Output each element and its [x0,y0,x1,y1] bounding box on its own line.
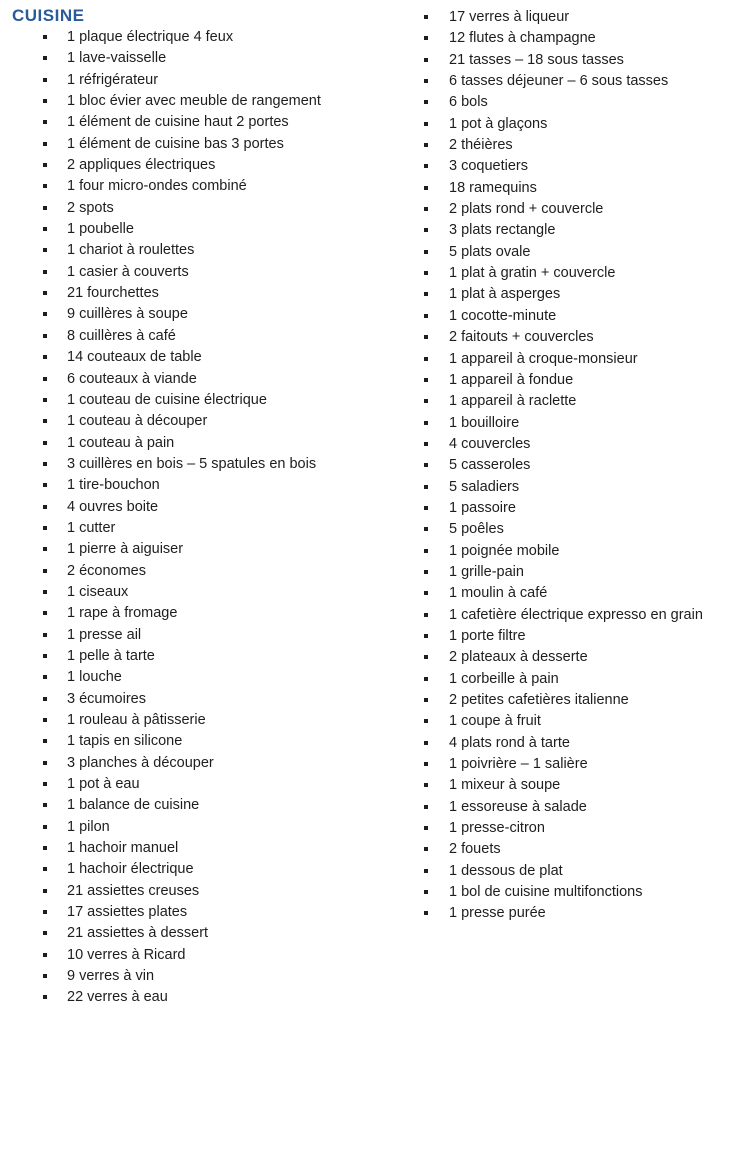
item-text: 1 pierre à aiguiser [67,541,184,558]
item-text: 2 fouets [449,841,501,858]
item-text: 5 saladiers [449,478,520,495]
square-bullet-icon [43,633,47,637]
item-text: 4 couvercles [449,435,531,452]
list-item [0,283,371,304]
item-text: 1 plaque électrique 4 feux [67,29,234,45]
square-bullet-icon [43,931,47,935]
list-item [371,477,742,498]
list-item [371,711,742,732]
item-text: 22 verres à eau [67,989,168,1006]
item-text: 1 chariot à roulettes [67,242,195,259]
list-item [0,881,371,902]
item-text: 9 verres à vin [67,968,155,985]
list-item [371,882,742,903]
square-bullet-icon [424,164,428,168]
item-text: 1 casier à couverts [67,263,189,280]
item-text: 2 plats rond + couvercle [449,201,604,218]
square-bullet-icon [43,291,47,295]
square-bullet-icon [424,357,428,361]
square-bullet-icon [43,462,47,466]
square-bullet-icon [43,569,47,573]
square-bullet-icon [43,505,47,509]
item-text: 1 bouilloire [449,414,520,431]
square-bullet-icon [424,335,428,339]
list-item [0,838,371,859]
list-item [371,754,742,775]
list-item [371,50,742,71]
square-bullet-icon [424,378,428,382]
square-bullet-icon [424,207,428,211]
item-text: 1 dessous de plat [449,862,563,879]
list-item [371,413,742,434]
list-item [0,987,371,1008]
square-bullet-icon [43,78,47,82]
item-text: 1 bloc évier avec meuble de rangement [67,93,321,110]
item-text: 1 coupe à fruit [449,713,541,730]
list-item [0,582,371,603]
item-text: 1 tire-bouchon [67,477,160,494]
list-item [0,497,371,518]
square-bullet-icon [43,611,47,615]
list-item [371,605,742,626]
list-item [0,795,371,816]
square-bullet-icon [424,292,428,296]
square-bullet-icon [424,591,428,595]
square-bullet-icon [424,826,428,830]
item-text: 1 corbeille à pain [449,670,559,687]
item-text: 4 ouvres boite [67,498,159,515]
item-text: 1 presse ail [67,626,142,643]
square-bullet-icon [424,228,428,232]
list-item [371,306,742,327]
item-text: 1 hachoir électrique [67,861,194,878]
square-bullet-icon [43,483,47,487]
list-item [0,774,371,795]
square-bullet-icon [43,419,47,423]
square-bullet-icon [43,974,47,978]
item-text: 1 réfrigérateur [67,71,159,88]
square-bullet-icon [424,250,428,254]
square-bullet-icon [43,248,47,252]
list-item [371,263,742,284]
square-bullet-icon [43,761,47,765]
item-text: 3 coquetiers [449,158,528,175]
list-item [0,859,371,880]
square-bullet-icon [43,184,47,188]
list-item [371,797,742,818]
square-bullet-icon [424,677,428,681]
list-item [0,70,371,91]
list-item [371,178,742,199]
list-item [0,475,371,496]
square-bullet-icon [424,15,428,19]
square-bullet-icon [43,803,47,807]
square-bullet-icon [43,718,47,722]
item-text: 2 économes [67,562,146,579]
item-text: 2 spots [67,199,114,216]
list-item [0,689,371,710]
list-item [0,731,371,752]
list-item [371,135,742,156]
square-bullet-icon [424,805,428,809]
square-bullet-icon [43,270,47,274]
square-bullet-icon [43,56,47,60]
square-bullet-icon [43,675,47,679]
item-text: 1 cutter [67,519,116,536]
list-item [371,349,742,370]
item-text: 2 plateaux à desserte [449,649,588,666]
square-bullet-icon [43,526,47,530]
item-text: 1 four micro-ondes combiné [67,178,247,195]
list-item [0,710,371,731]
square-bullet-icon [43,206,47,210]
item-text: 1 appareil à fondue [449,371,574,388]
square-bullet-icon [424,570,428,574]
list-item [371,327,742,348]
item-text: 1 poignée mobile [449,542,560,559]
item-text: 1 plat à gratin + couvercle [449,265,616,282]
list-item [0,91,371,112]
list-item [0,966,371,987]
item-text: 1 poubelle [67,221,134,238]
list-item [371,114,742,135]
square-bullet-icon [424,79,428,83]
item-text: 4 plats rond à tarte [449,734,570,751]
item-text: 6 tasses déjeuner – 6 sous tasses [449,73,669,90]
item-text: 3 planches à découper [67,754,214,771]
item-text: 3 plats rectangle [449,222,556,239]
item-text: 2 faitouts + couvercles [449,329,594,346]
list-item [0,304,371,325]
item-text: 1 poivrière – 1 salière [449,756,588,773]
item-text: 17 verres à liqueur [449,9,570,25]
page-title: CUISINE [12,6,85,25]
square-bullet-icon [424,100,428,104]
list-item [371,370,742,391]
item-text: 1 ciseaux [67,583,129,600]
list-item [371,498,742,519]
item-text: 21 assiettes creuses [67,882,200,899]
square-bullet-icon [424,911,428,915]
list-item [0,48,371,69]
item-text: 21 tasses – 18 sous tasses [449,51,624,68]
square-bullet-icon [424,613,428,617]
item-text: 1 hachoir manuel [67,840,179,857]
item-text: 6 couteaux à viande [67,370,197,387]
item-text: 1 louche [67,669,122,686]
square-bullet-icon [424,271,428,275]
list-item [0,240,371,261]
inventory-list-left [0,27,371,1009]
item-text: 1 rape à fromage [67,605,178,622]
item-text: 1 cafetière électrique expresso en grain [449,606,703,623]
item-text: 1 pot à eau [67,776,140,793]
item-text: 1 mixeur à soupe [449,777,561,794]
list-item [0,390,371,411]
list-item [371,647,742,668]
list-item [371,455,742,476]
square-bullet-icon [43,547,47,551]
square-bullet-icon [43,590,47,594]
item-text: 5 plats ovale [449,243,531,260]
item-text: 17 assiettes plates [67,904,188,921]
square-bullet-icon [424,762,428,766]
item-text: 1 couteau à pain [67,434,175,451]
inventory-list-right [371,0,742,925]
item-text: 3 cuillères en bois – 5 spatules en bois [67,455,317,472]
list-item [0,667,371,688]
item-text: 1 balance de cuisine [67,797,200,814]
list-item [0,945,371,966]
list-item [0,561,371,582]
item-text: 1 presse-citron [449,820,545,837]
item-text: 1 élément de cuisine bas 3 portes [67,135,284,152]
item-text: 1 grille-pain [449,563,524,580]
item-text: 1 appareil à croque-monsieur [449,350,638,367]
square-bullet-icon [43,953,47,957]
square-bullet-icon [43,654,47,658]
item-text: 1 tapis en silicone [67,733,183,750]
square-bullet-icon [424,869,428,873]
list-item [0,134,371,155]
list-item [0,262,371,283]
square-bullet-icon [43,120,47,124]
list-item [371,818,742,839]
square-bullet-icon [424,890,428,894]
list-item [0,326,371,347]
square-bullet-icon [424,36,428,40]
square-bullet-icon [43,142,47,146]
square-bullet-icon [43,846,47,850]
item-text: 2 petites cafetières italienne [449,692,629,708]
list-item [0,753,371,774]
item-text: 1 porte filtre [449,627,526,644]
item-text: 1 pelle à tarte [67,647,155,664]
square-bullet-icon [424,122,428,126]
item-text: 1 lave-vaisselle [67,50,167,67]
list-item [371,220,742,241]
square-bullet-icon [424,399,428,403]
list-item [0,539,371,560]
list-item [0,411,371,432]
list-item [0,646,371,667]
right-column [371,0,742,1152]
item-text: 18 ramequins [449,179,537,196]
item-text: 8 cuillères à café [67,327,176,344]
square-bullet-icon [43,441,47,445]
list-item [0,817,371,838]
item-text: 1 plat à asperges [449,286,561,303]
square-bullet-icon [43,377,47,381]
item-text: 1 bol de cuisine multifonctions [449,884,643,901]
square-bullet-icon [424,634,428,638]
list-item [371,562,742,583]
item-text: 12 flutes à champagne [449,30,596,47]
item-text: 2 appliques électriques [67,157,216,174]
list-item [0,112,371,133]
item-text: 1 couteau à découper [67,413,208,430]
square-bullet-icon [424,549,428,553]
square-bullet-icon [43,99,47,103]
list-item [371,284,742,305]
item-text: 1 pot à glaçons [449,115,548,132]
square-bullet-icon [43,910,47,914]
item-text: 14 couteaux de table [67,349,202,366]
square-bullet-icon [424,485,428,489]
list-item [371,242,742,263]
list-item [0,518,371,539]
square-bullet-icon [43,163,47,167]
list-item [371,541,742,562]
item-text: 1 pilon [67,818,110,835]
list-item [0,603,371,624]
list-item [371,391,742,412]
square-bullet-icon [424,314,428,318]
list-item [371,71,742,92]
list-item [371,519,742,540]
square-bullet-icon [424,655,428,659]
list-item [0,219,371,240]
item-text: 2 théières [449,137,513,154]
item-text: 1 essoreuse à salade [449,798,587,815]
square-bullet-icon [424,698,428,702]
list-item [0,923,371,944]
square-bullet-icon [43,227,47,231]
square-bullet-icon [43,782,47,786]
item-text: 1 moulin à café [449,585,548,602]
item-text: 10 verres à Ricard [67,946,186,963]
square-bullet-icon [424,421,428,425]
square-bullet-icon [43,334,47,338]
item-text: 1 passoire [449,499,516,516]
square-bullet-icon [43,398,47,402]
list-item [371,7,742,28]
list-item [0,625,371,646]
list-item [371,28,742,49]
list-item [0,347,371,368]
item-text: 1 presse purée [449,905,546,922]
square-bullet-icon [424,463,428,467]
square-bullet-icon [43,825,47,829]
item-text: 21 fourchettes [67,285,159,302]
list-item [0,454,371,475]
square-bullet-icon [43,867,47,871]
item-text: 5 poêles [449,521,504,538]
list-item [371,733,742,754]
square-bullet-icon [424,442,428,446]
list-item [0,176,371,197]
square-bullet-icon [43,697,47,701]
square-bullet-icon [424,783,428,787]
square-bullet-icon [43,889,47,893]
list-item [371,669,742,690]
list-item [0,198,371,219]
list-item [0,902,371,923]
item-text: 1 appareil à raclette [449,393,577,410]
list-item [371,839,742,860]
list-item [371,690,742,711]
square-bullet-icon [424,58,428,62]
list-item [371,775,742,796]
item-text: 1 rouleau à pâtisserie [67,712,206,728]
square-bullet-icon [43,312,47,316]
list-item [371,92,742,113]
square-bullet-icon [43,739,47,743]
list-item [0,433,371,454]
square-bullet-icon [424,847,428,851]
square-bullet-icon [424,186,428,190]
list-item [371,434,742,455]
item-text: 1 couteau de cuisine électrique [67,391,267,408]
list-item [0,369,371,390]
list-item [371,861,742,882]
item-text: 9 cuillères à soupe [67,306,188,323]
item-text: 5 casseroles [449,457,531,474]
square-bullet-icon [424,143,428,147]
list-item [371,903,742,924]
list-item [371,199,742,220]
list-item [0,155,371,176]
item-text: 6 bols [449,94,488,111]
list-item [371,626,742,647]
list-item [371,583,742,604]
square-bullet-icon [43,995,47,999]
list-item [371,156,742,177]
item-text: 3 écumoires [67,690,146,707]
square-bullet-icon [424,506,428,510]
square-bullet-icon [424,719,428,723]
square-bullet-icon [43,355,47,359]
square-bullet-icon [424,741,428,745]
square-bullet-icon [424,527,428,531]
item-text: 1 cocotte-minute [449,307,557,324]
item-text: 1 élément de cuisine haut 2 portes [67,114,289,131]
item-text: 21 assiettes à dessert [67,925,209,942]
square-bullet-icon [43,35,47,39]
list-item [0,27,371,48]
